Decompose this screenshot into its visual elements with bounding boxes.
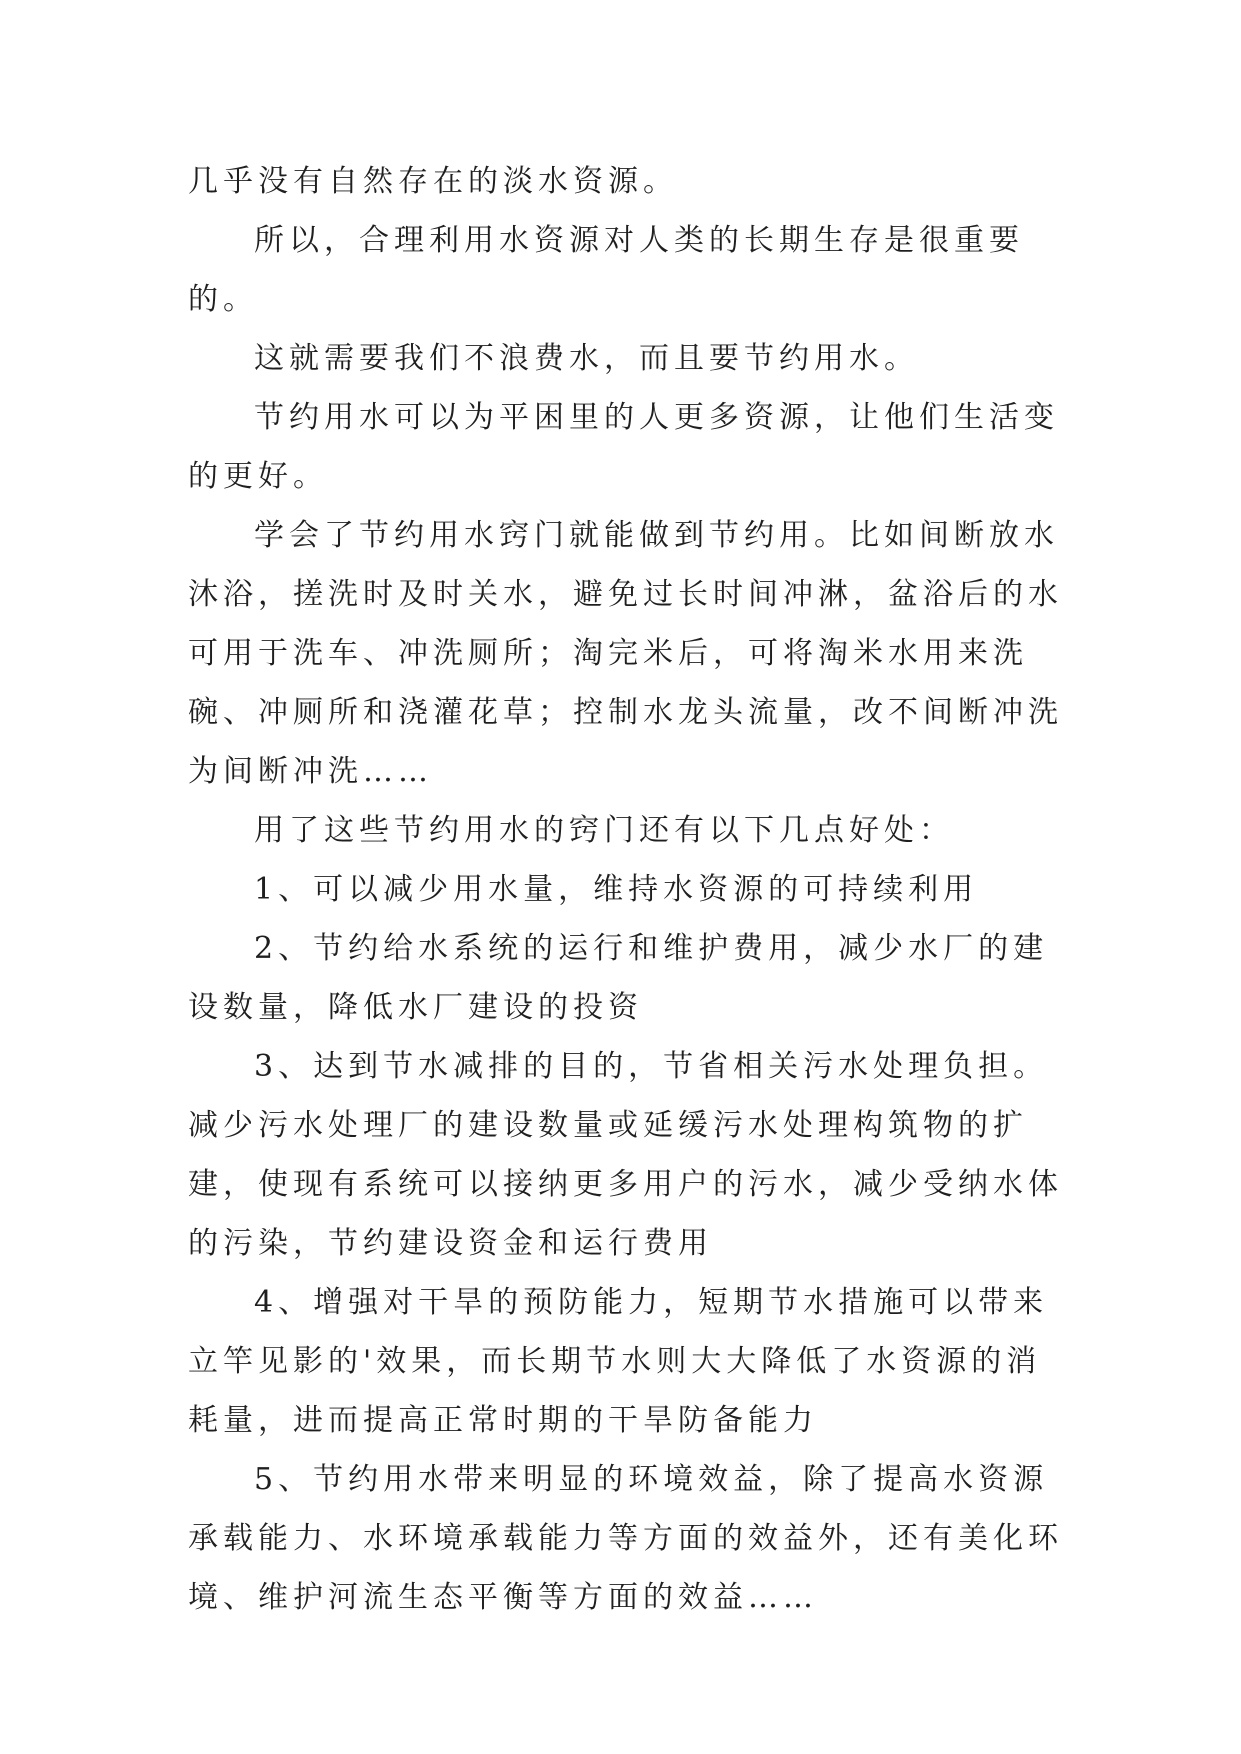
paragraph: 所以，合理利用水资源对人类的长期生存是很重要的。 [188, 223, 1024, 317]
paragraph-continuation: 几乎没有自然存在的淡水资源。 [188, 164, 678, 199]
paragraph: 节约用水可以为平困里的人更多资源，让他们生活变的更好。 [188, 400, 1059, 494]
list-item-3: 3、达到节水减排的目的，节省相关污水处理负担。减少污水处理厂的建设数量或延缓污水处理构筑物的扩建，使现有系统可以接纳更多用户的污水，减少受纳水体的污染，节约建设资金和运行费用 [188, 1049, 1063, 1261]
document-body [188, 152, 1068, 1627]
list-item-4: 4、增强对干旱的预防能力，短期节水措施可以带来立竿见影的'效果，而长期节水则大大降低了水资源的消耗量，进而提高正常时期的干旱防备能力 [188, 1285, 1049, 1438]
list-item-5: 5、节约用水带来明显的环境效益，除了提高水资源承载能力、水环境承载能力等方面的效益外，还有美化环境、维护河流生态平衡等方面的效益…… [188, 1462, 1063, 1615]
list-item-2: 2、节约给水系统的运行和维护费用，减少水厂的建设数量，降低水厂建设的投资 [188, 931, 1049, 1025]
paragraph: 这就需要我们不浪费水，而且要节约用水。 [254, 341, 919, 376]
paragraph: 用了这些节约用水的窍门还有以下几点好处： [254, 813, 954, 848]
list-item-1: 1、可以减少用水量，维持水资源的可持续利用 [254, 872, 979, 907]
paragraph: 学会了节约用水窍门就能做到节约用。比如间断放水沐浴，搓洗时及时关水，避免过长时间冲淋，盆浴后的水可用于洗车、冲洗厕所；淘完米后，可将淘米水用来洗碗、冲厕所和浇灌花草；控制水龙头流量，改不间断冲洗为间断冲洗…… [188, 518, 1063, 789]
